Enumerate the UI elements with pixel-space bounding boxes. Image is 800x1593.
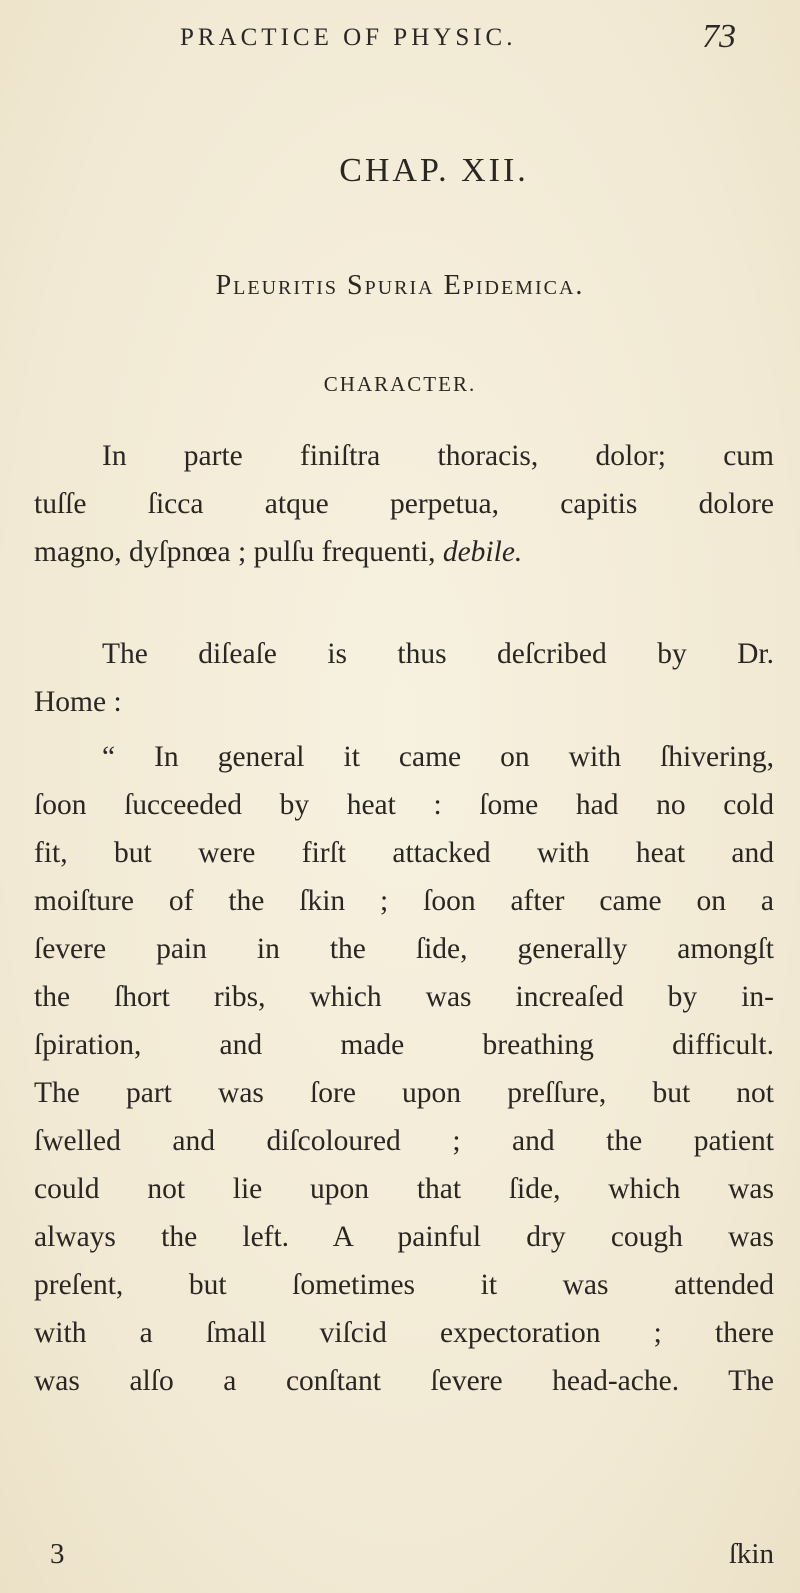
- running-title: PRACTICE OF PHYSIC.: [180, 24, 517, 51]
- text-line: In parte finiſtra thoracis, dolor; cum: [102, 440, 774, 472]
- quote-line: ſevere pain in the ſide, generally amongſt: [34, 933, 774, 965]
- running-head: [180, 18, 770, 58]
- quote-line: ſwelled and diſcoloured ; and the patient: [34, 1125, 774, 1157]
- quote-line: preſent, but ſometimes it was attended: [34, 1269, 774, 1301]
- quote-line: was alſo a conſtant ſevere head-ache. The: [34, 1365, 774, 1397]
- text-line: The diſeaſe is thus deſcribed by Dr.: [102, 638, 774, 670]
- quote-line: moiſture of the ſkin ; ſoon after came on a: [34, 885, 774, 917]
- italic-word: debile.: [442, 536, 523, 568]
- text-line: [34, 528, 774, 576]
- quote-line: always the left. A painful dry cough was: [34, 1221, 774, 1253]
- signature-mark: 3: [50, 1538, 65, 1570]
- character-label: CHARACTER.: [323, 372, 477, 396]
- quote-line: could not lie upon that ſide, which was: [34, 1173, 774, 1205]
- text-segment: magno, dyſpnœa ; pulſu frequenti,: [34, 536, 443, 568]
- chapter-heading-text: CHAP. XII.: [339, 152, 529, 189]
- character-paragraph: [34, 432, 774, 576]
- page-number: 73: [702, 18, 736, 55]
- quote-line: fit, but were firſt attacked with heat and: [34, 837, 774, 869]
- section-title: Pleuritis Spuria Epidemica.: [215, 270, 585, 301]
- text-line: Home :: [34, 686, 122, 718]
- quote-line: The part was ſore upon preſſure, but not: [34, 1077, 774, 1109]
- quote-paragraph: [34, 733, 774, 1405]
- quote-line: “ In general it came on with ſhivering,: [102, 741, 774, 773]
- quote-line: ſpiration, and made breathing difficult.: [34, 1029, 774, 1061]
- quote-line: ſoon ſucceeded by heat : ſome had no cold: [34, 789, 774, 821]
- page-footer: [34, 1538, 774, 1578]
- chapter-heading: [0, 152, 800, 190]
- text-line: tuſſe ſicca atque perpetua, capitis dolore: [34, 488, 774, 520]
- quote-line: with a ſmall viſcid expectoration ; there: [34, 1317, 774, 1349]
- catchword: ſkin: [728, 1538, 774, 1570]
- quote-line: the ſhort ribs, which was increaſed by in-: [34, 981, 774, 1013]
- intro-paragraph: [34, 630, 774, 726]
